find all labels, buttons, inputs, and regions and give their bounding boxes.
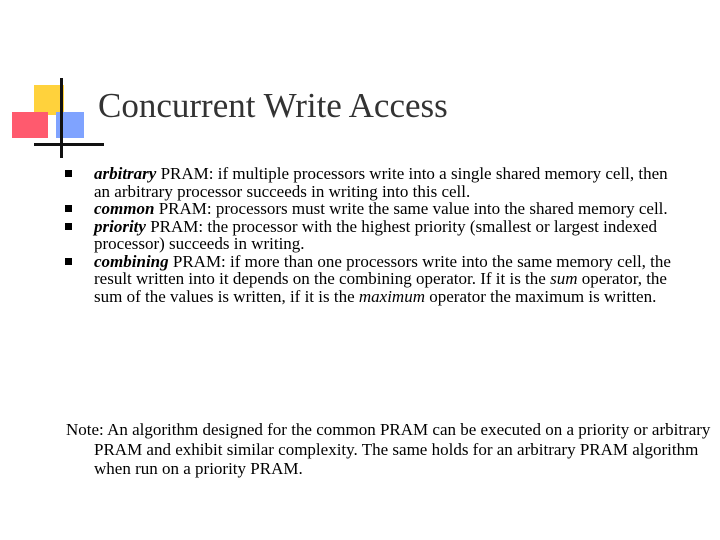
logo-red-square: [12, 112, 48, 138]
bullet-item-arbitrary: [62, 165, 672, 200]
logo-yellow-square: [34, 85, 64, 115]
square-bullet-icon: [65, 205, 72, 212]
slide-logo-decoration: [0, 0, 110, 170]
bullet-text: PRAM: if more than one processors write into the same memory cell, the result written into it depends on the combining operator. If it is the: [94, 251, 671, 288]
square-bullet-icon: [65, 223, 72, 230]
square-bullet-icon: [65, 170, 72, 177]
bullet-text: PRAM: the processor with the highest priority (smallest or largest indexed processor) succeeds in writing.: [94, 216, 657, 253]
bullet-term: arbitrary: [94, 164, 157, 183]
bullet-list: [62, 165, 672, 305]
bullet-item-common: [62, 200, 672, 218]
bullet-text: PRAM: if multiple processors write into a single shared memory cell, then an arbitrary processor succeeds in writing into this cell.: [94, 164, 668, 201]
bullet-term: priority: [94, 216, 146, 236]
square-bullet-icon: [65, 258, 72, 265]
slide-title: Concurrent Write Access: [98, 86, 448, 125]
bullet-text: operator the maximum is written.: [425, 286, 657, 306]
bullet-item-priority: [62, 218, 672, 253]
note-paragraph: Note: An algorithm designed for the common PRAM can be executed on a priority or arbitrary PRAM and exhibit similar complexity. The same holds for an arbitrary PRAM algorithm when run on a priority PRAM.: [66, 420, 711, 478]
logo-horizontal-line: [34, 143, 104, 146]
emphasis-sum: sum: [550, 269, 578, 288]
bullet-term: combining: [94, 251, 169, 271]
emphasis-maximum: maximum: [358, 286, 425, 306]
bullet-text: PRAM: processors must write the same value into the shared memory cell.: [154, 199, 668, 218]
bullet-text: operator, the sum of the values is written, if it is the: [94, 269, 667, 306]
bullet-term: common: [94, 199, 155, 218]
bullet-item-combining: [62, 253, 672, 306]
